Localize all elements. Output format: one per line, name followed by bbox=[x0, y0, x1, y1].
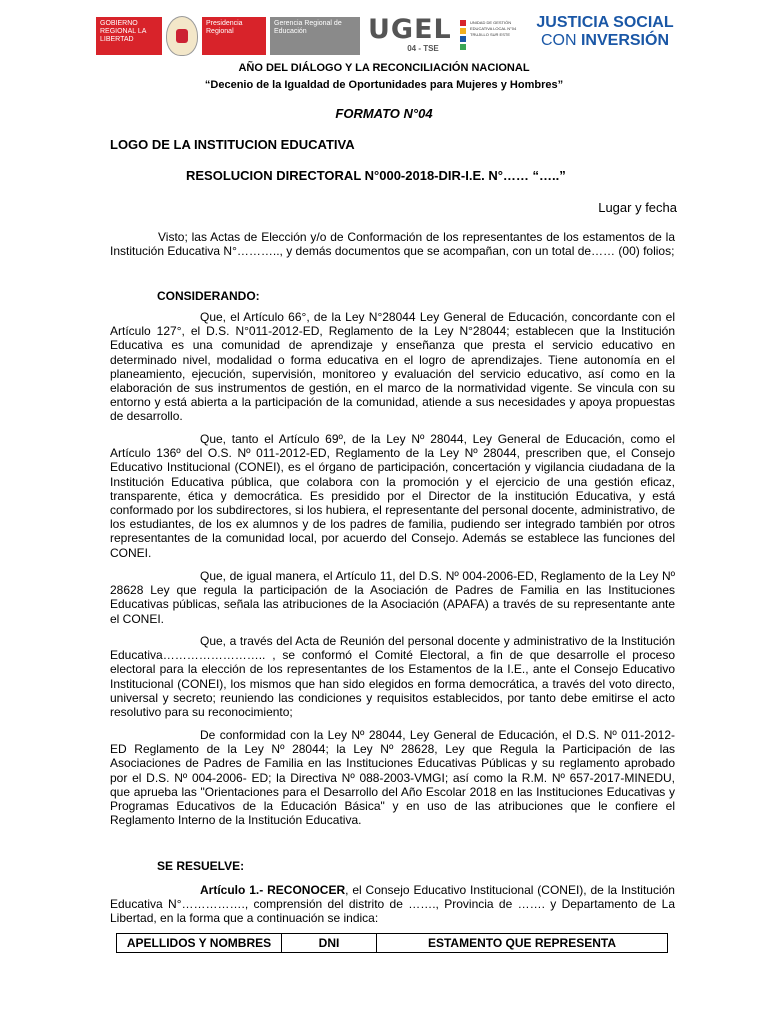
ugel-bars-icon bbox=[460, 20, 466, 50]
header-logos bbox=[96, 14, 676, 58]
decade-title: “Decenio de la Igualdad de Oportunidades para Mujeres y Hombres” bbox=[204, 79, 564, 91]
year-title: AÑO DEL DIÁLOGO Y LA RECONCILIACIÓN NACIONAL bbox=[238, 62, 530, 74]
se-resuelve-heading: SE RESUELVE: bbox=[157, 859, 245, 873]
gob-regional-logo: GOBIERNO REGIONAL LA LIBERTAD bbox=[96, 17, 162, 55]
paragraph-2: Que, tanto el Artículo 69º, de la Ley Nº 28044, Ley General de Educación, como el Artículo 136º del O.S. Nº 011-2012-ED, Reglamento de la Ley Nº 28044, prescriben que, el Consejo Educativo Institucional (CONEI), es el órgano de participación, concertación y vigilancia ciudadana de la Institución Educativa pública, que colabora con la promoción y el ejercicio de una gestión eficaz, transparente, ética y democrática. Es presidido por el Director de la institución Educativa, y está conformado por los subdirectores, si los hubiera, el representante del personal docente, administrativo, de los estudiantes, de los ex alumnos y de los padres de familia, pudiendo ser integrado también por otros representantes de la comunidad local, por acuerdo del Consejo. Además se establece las funciones del CONEI. bbox=[110, 432, 675, 560]
paragraph-3: Que, de igual manera, el Artículo 11, del D.S. Nº 004-2006-ED, Reglamento de la Ley Nº 28628 Ley que regula la participación de la Asociación de Padres de Familia en las Instituciones Educativas públicas, señala las atribuciones de la Asociación (APAFA) a través de su representante ante el CONEI. bbox=[110, 569, 675, 626]
justicia-social-logo bbox=[530, 14, 680, 50]
logo-label: LOGO DE LA INSTITUCION EDUCATIVA bbox=[110, 137, 355, 152]
jsci-line2b: INVERSIÓN bbox=[580, 32, 669, 49]
table-header-row bbox=[117, 934, 668, 953]
ugel-logo bbox=[368, 16, 458, 56]
col-estamento-header: ESTAMENTO QUE REPRESENTA bbox=[377, 934, 668, 953]
paragraph-5: De conformidad con la Ley Nº 28044, Ley General de Educación, el D.S. Nº 011-2012-ED Reglamento de la Ley Nº 28044; la Ley Nº 28628, Ley que Regula la Participación de las Asociaciones de Padres de Familia en las Instituciones Educativas Públicas y su reglamento aprobado por el D.S. Nº 004-2006- ED; la Directiva Nº 088-2003-VMGI; así como la R.M. Nº 657-2017-MINEDU, que aprueba las "Orientaciones para el Desarrollo del Año Escolar 2018 en las Instituciones Educativas y Programas Educativos de la Educación Básica" y en uso de las atribuciones que le confiere el Reglamento Interno de la Institución Educativa. bbox=[110, 728, 675, 828]
ugel-small-text: UNIDAD DE GESTIÓN EDUCATIVA LOCAL N°04 TRUJILLO SUR ESTE bbox=[470, 20, 517, 37]
article-1-label: Artículo 1.- RECONOCER bbox=[200, 883, 346, 897]
paragraph-4: Que, a través del Acta de Reunión del personal docente y administrativo de la Institución Educativa…………………….. , se conformó el Comité Electoral, a fin de que desarrolle el proceso electoral para la elección de los representantes de los Estamentos de la I.E., ante el Consejo Educativo Institucional (CONEI), los mismos que han sido elegidos en forma democrática, a través del voto directo, universal y secreto; reuniendo las condiciones y requisitos establecidos, por tanto debe emitirse el acto resolutivo para su reconocimiento; bbox=[110, 634, 675, 720]
paragraph-1: Que, el Artículo 66°, de la Ley N°28044 Ley General de Educación, concordante con el Artículo 127°, el D.S. N°011-2012-ED, Reglamento de la Ley N°28044; establecen que la Institución Educativa es una comunidad de aprendizaje y enseñanza que presta el servicio educativo en determinado nivel, modalidad o forma educativa en el logro de aprendizajes. Tiene autonomía en el planeamiento, ejecución, supervisión, monitoreo y evaluación del servicio educativo, así como en la elaboración de sus instrumentos de gestión, en el marco de la normatividad vigente. Se vincula con su entorno y está abierta a la participación de la comunidad, atiende a sus necesidades y apoya propuestas de desarrollo. bbox=[110, 310, 675, 424]
conei-table bbox=[116, 933, 668, 953]
gerencia-regional-logo: Gerencia Regional de Educación bbox=[270, 17, 360, 55]
resolution-title: RESOLUCION DIRECTORAL N°000-2018-DIR-I.E. N°…… “…..” bbox=[186, 168, 566, 183]
visto-paragraph: Visto; las Actas de Elección y/o de Conformación de los representantes de los estamentos de la Institución Educativa N°……….., y demás documentos que se acompañan, con un total de…… (00) folios; bbox=[110, 230, 675, 259]
col-dni-header: DNI bbox=[282, 934, 377, 953]
presidencia-regional-logo: Presidencia Regional bbox=[202, 17, 266, 55]
considerando-heading: CONSIDERANDO: bbox=[157, 289, 260, 303]
article-1 bbox=[110, 883, 675, 926]
place-date: Lugar y fecha bbox=[598, 200, 677, 215]
regional-seal-icon bbox=[166, 16, 198, 56]
jsci-line2a: CON bbox=[540, 32, 581, 49]
article-1-text: , el Consejo Educativo Institucional (CONEI), de la Institución Educativa N°……………., comprensión del distrito de ……., Provincia de ……. y Departamento de La Libertad, en la forma que a continuación se indica: bbox=[110, 883, 675, 926]
jsci-line2 bbox=[530, 32, 680, 50]
ugel-name: UGEL bbox=[368, 14, 452, 45]
format-title: FORMATO N°04 bbox=[335, 106, 433, 121]
col-apellidos-header: APELLIDOS Y NOMBRES bbox=[117, 934, 282, 953]
ugel-sub: 04 - TSE bbox=[407, 44, 439, 53]
jsci-line1: JUSTICIA SOCIAL bbox=[536, 14, 674, 31]
